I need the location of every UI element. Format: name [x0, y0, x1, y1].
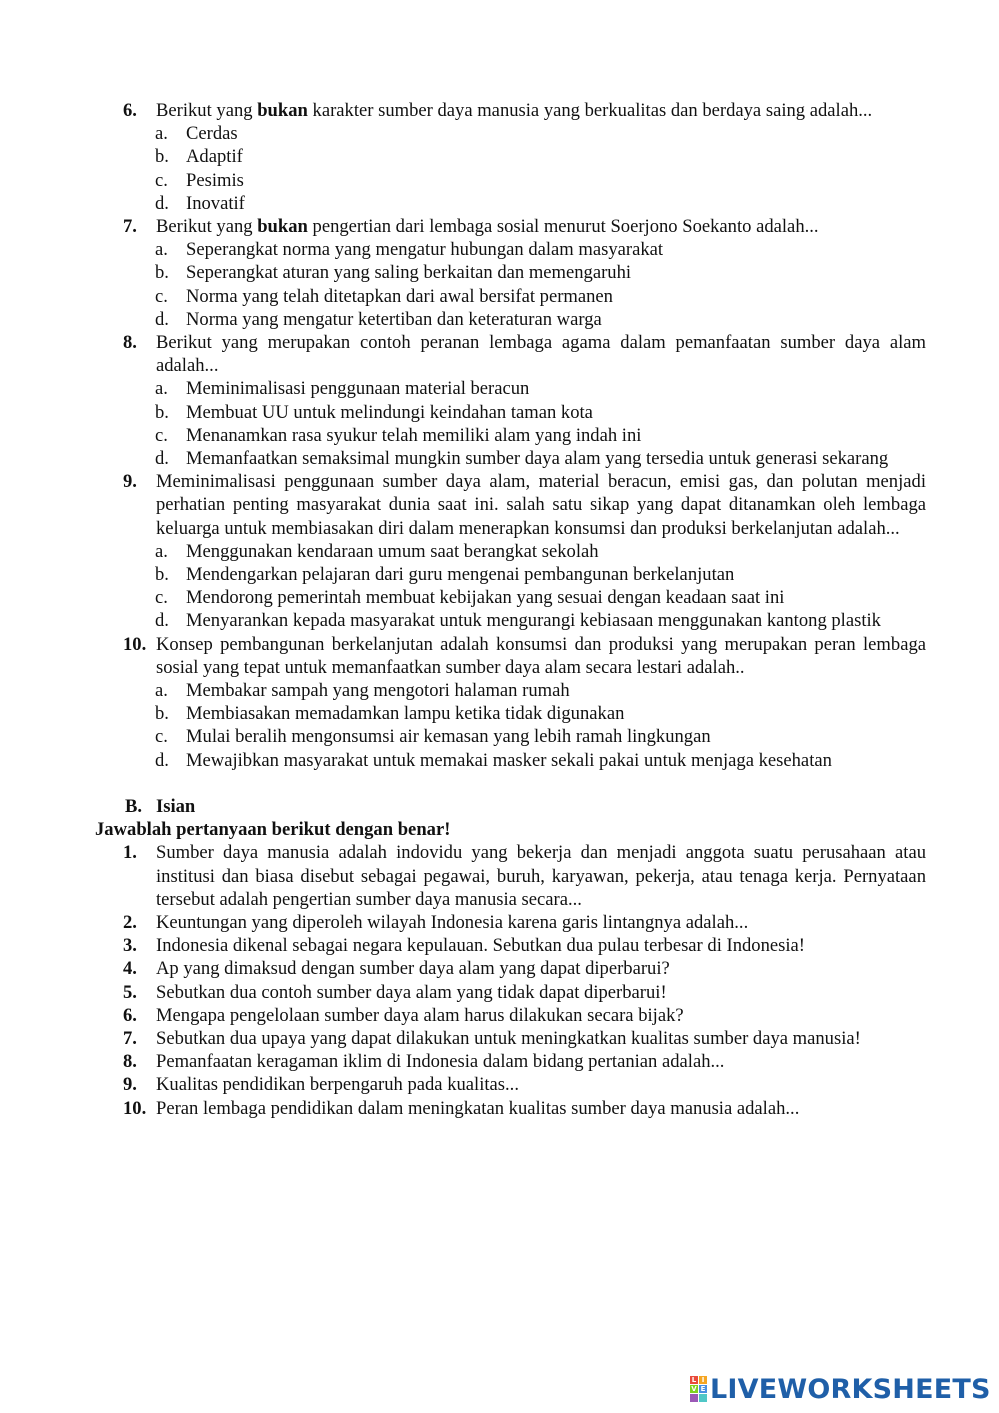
section-title: Isian: [156, 795, 196, 817]
option-text: Cerdas: [186, 123, 238, 145]
option-text: Menggunakan kendaraan umum saat berangkat sekolah: [186, 540, 599, 562]
option-text: Norma yang mengatur ketertiban dan keteraturan warga: [186, 308, 602, 330]
option-text: Mulai beralih mengonsumsi air kemasan yang lebih ramah lingkungan: [186, 726, 711, 748]
option-6d[interactable]: [155, 192, 926, 215]
option-letter: b.: [155, 703, 169, 725]
essay-question-1: [123, 841, 926, 911]
question-number: 8.: [123, 1051, 137, 1073]
option-text: Adaptif: [186, 146, 243, 168]
option-10a[interactable]: [155, 679, 926, 702]
option-text: Norma yang telah ditetapkan dari awal bersifat permanen: [186, 285, 613, 307]
section-b-instruction: Jawablah pertanyaan berikut dengan benar!: [95, 819, 451, 841]
option-text: Mendengarkan pelajaran dari guru mengenai pembangunan berkelanjutan: [186, 564, 735, 586]
option-8d[interactable]: [155, 447, 926, 470]
essay-question-7: [123, 1027, 926, 1050]
option-letter: c.: [155, 726, 168, 748]
option-text: Memanfaatkan semaksimal mungkin sumber daya alam yang tersedia untuk generasi sekarang: [186, 448, 889, 470]
question-text: Berikut yang bukan karakter sumber daya manusia yang berkualitas dan berdaya saing adalah...: [156, 100, 873, 121]
option-text: Membuat UU untuk melindungi keindahan taman kota: [186, 401, 593, 423]
option-10b[interactable]: [155, 702, 926, 725]
option-10c[interactable]: [155, 725, 926, 748]
question-number: 9.: [123, 1074, 137, 1096]
option-letter: d.: [155, 448, 169, 470]
option-letter: b.: [155, 564, 169, 586]
question-6: [123, 99, 926, 122]
option-letter: c.: [155, 285, 168, 307]
option-text: Membakar sampah yang mengotori halaman rumah: [186, 680, 570, 702]
question-number: 10.: [123, 1097, 147, 1119]
option-6a[interactable]: [155, 122, 926, 145]
option-letter: c.: [155, 587, 168, 609]
question-9: [123, 470, 926, 540]
question-7: [123, 215, 926, 238]
question-number: 3.: [123, 935, 137, 957]
option-text: Menyarankan kepada masyarakat untuk mengurangi kebiasaan menggunakan kantong plastik: [186, 610, 881, 632]
option-8c[interactable]: [155, 424, 926, 447]
option-letter: d.: [155, 749, 169, 771]
essay-question-9: [123, 1073, 926, 1096]
question-number: 1.: [123, 842, 137, 864]
question-number: 8.: [123, 332, 137, 354]
question-text: Meminimalisasi penggunaan sumber daya alam, material beracun, emisi gas, dan polutan menjadi perhatian penting masyarakat dunia saat ini. salah satu sikap yang dapat ditanamkan oleh lembaga keluarga untuk membiasakan diri dalam menerapkan konsumsi dan produksi berkelanjutan adalah...: [156, 471, 926, 539]
option-7d[interactable]: [155, 308, 926, 331]
option-9b[interactable]: [155, 563, 926, 586]
option-7c[interactable]: [155, 285, 926, 308]
option-text: Seperangkat aturan yang saling berkaitan dan memengaruhi: [186, 262, 632, 284]
essay-question-10: [123, 1097, 926, 1120]
option-10d[interactable]: [155, 749, 926, 772]
logo-tile: V: [691, 1385, 697, 1393]
liveworksheets-logo-icon: [690, 1376, 707, 1402]
option-text: Mewajibkan masyarakat untuk memakai masker sekali pakai untuk menjaga kesehatan: [186, 749, 832, 771]
option-text: Mendorong pemerintah membuat kebijakan yang sesuai dengan keadaan saat ini: [186, 587, 785, 609]
question-text: Sumber daya manusia adalah indovidu yang bekerja dan menjadi anggota suatu perusahaan atau institusi dan biasa disebut sebagai pegawai, buruh, karyawan, pekerja, atau tenaga kerja. Pernyataan tersebut adalah pengertian sumber daya manusia secara...: [156, 842, 926, 910]
worksheet-page: [0, 99, 999, 1120]
logo-tile: [690, 1394, 698, 1402]
question-number: 7.: [123, 216, 137, 238]
logo-tile: E: [700, 1385, 706, 1393]
option-text: Pesimis: [186, 169, 244, 191]
option-6b[interactable]: [155, 145, 926, 168]
option-6c[interactable]: [155, 169, 926, 192]
essay-question-3: [123, 934, 926, 957]
option-text: Menanamkan rasa syukur telah memiliki alam yang indah ini: [186, 424, 642, 446]
question-8: [123, 331, 926, 377]
option-9a[interactable]: [155, 540, 926, 563]
option-letter: d.: [155, 308, 169, 330]
option-9d[interactable]: [155, 609, 926, 632]
option-letter: d.: [155, 192, 169, 214]
option-letter: c.: [155, 169, 168, 191]
essay-question-4: [123, 957, 926, 980]
question-number: 10.: [123, 633, 147, 655]
essay-question-5: [123, 981, 926, 1004]
question-text: Pemanfaatan keragaman iklim di Indonesia dalam bidang pertanian adalah...: [156, 1051, 725, 1073]
option-letter: b.: [155, 262, 169, 284]
section-letter: B.: [125, 795, 143, 817]
question-text: Berikut yang merupakan contoh peranan lembaga agama dalam pemanfaatan sumber daya alam adalah...: [156, 332, 926, 377]
question-number: 6.: [123, 100, 137, 121]
option-7b[interactable]: [155, 261, 926, 284]
section-b-heading: [125, 795, 999, 818]
option-text: Membiasakan memadamkan lampu ketika tidak digunakan: [186, 703, 625, 725]
question-text: Peran lembaga pendidikan dalam meningkatan kualitas sumber daya manusia adalah...: [156, 1097, 800, 1119]
option-letter: a.: [155, 540, 168, 562]
essay-question-2: [123, 911, 926, 934]
question-text: Ap yang dimaksud dengan sumber daya alam yang dapat diperbarui?: [156, 958, 670, 980]
question-text: Keuntungan yang diperoleh wilayah Indonesia karena garis lintangnya adalah...: [156, 911, 749, 933]
option-letter: a.: [155, 239, 168, 261]
question-text: Sebutkan dua upaya yang dapat dilakukan untuk meningkatkan kualitas sumber daya manusia!: [156, 1027, 861, 1049]
question-text: Sebutkan dua contoh sumber daya alam yang tidak dapat diperbarui!: [156, 981, 667, 1003]
question-10: [123, 633, 926, 679]
question-number: 7.: [123, 1027, 137, 1049]
option-letter: a.: [155, 378, 168, 400]
question-text: Kualitas pendidikan berpengaruh pada kualitas...: [156, 1074, 519, 1096]
liveworksheets-logo[interactable]: [690, 1374, 991, 1404]
option-8b[interactable]: [155, 401, 926, 424]
option-letter: b.: [155, 146, 169, 168]
question-number: 4.: [123, 958, 137, 980]
question-number: 5.: [123, 981, 137, 1003]
option-letter: a.: [155, 123, 168, 145]
question-text: Indonesia dikenal sebagai negara kepulauan. Sebutkan dua pulau terbesar di Indonesia!: [156, 935, 805, 957]
option-letter: b.: [155, 401, 169, 423]
question-text: Mengapa pengelolaan sumber daya alam harus dilakukan secara bijak?: [156, 1004, 684, 1026]
option-9c[interactable]: [155, 586, 926, 609]
question-number: 2.: [123, 911, 137, 933]
option-text: Meminimalisasi penggunaan material beracun: [186, 378, 530, 400]
liveworksheets-wordmark: LIVEWORKSHEETS: [710, 1373, 991, 1405]
option-8a[interactable]: [155, 377, 926, 400]
option-text: Seperangkat norma yang mengatur hubungan dalam masyarakat: [186, 239, 664, 261]
logo-tile: L: [691, 1376, 697, 1384]
option-text: Inovatif: [186, 192, 245, 214]
question-number: 9.: [123, 471, 137, 493]
option-letter: c.: [155, 424, 168, 446]
option-7a[interactable]: [155, 238, 926, 261]
question-text: Konsep pembangunan berkelanjutan adalah konsumsi dan produksi yang merupakan peran lembaga sosial yang tepat untuk memanfaatkan sumber daya alam secara lestari adalah..: [156, 633, 926, 678]
option-letter: d.: [155, 610, 169, 632]
logo-tile: I: [699, 1376, 707, 1384]
question-number: 6.: [123, 1004, 137, 1026]
question-text: Berikut yang bukan pengertian dari lembaga sosial menurut Soerjono Soekanto adalah...: [156, 216, 819, 238]
essay-question-6: [123, 1004, 926, 1027]
logo-tile: [699, 1394, 707, 1402]
option-letter: a.: [155, 680, 168, 702]
essay-question-8: [123, 1050, 926, 1073]
